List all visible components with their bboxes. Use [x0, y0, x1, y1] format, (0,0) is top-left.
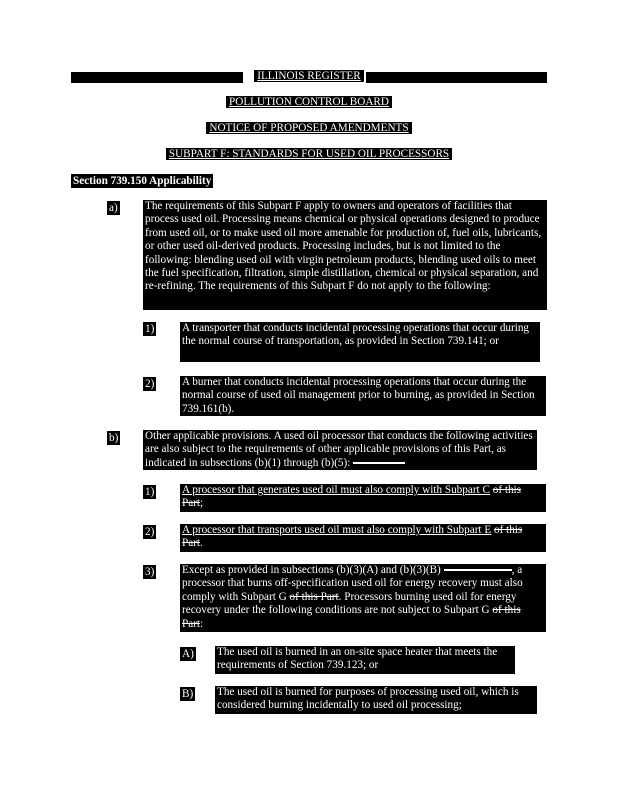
board-title: POLLUTION CONTROL BOARD — [0, 96, 618, 108]
notice-title: NOTICE OF PROPOSED AMENDMENTS — [0, 122, 618, 134]
subsection-b-text — [143, 430, 537, 470]
a2-text: A burner that conducts incidental processing operations that occur during the normal course of used oil management prior to burning, as provided in Section 739.161(b). — [180, 376, 546, 416]
b3a-text: The used oil is burned in an on-site space heater that meets the requirements of Section 739.123; or — [215, 646, 515, 674]
b1-body: A processor that generates used oil must also comply with Subpart C — [182, 484, 490, 496]
subsection-a-text: The requirements of this Subpart F apply to owners and operators of facilities that process used oil. Processing means chemical or physical operations designed to produce from used oil, or to make used oil more amenable for production of, fuel oils, lubricants, or other used oil-derived products. Processing includes, but is not limited to the following: blending used oil with virgin petroleum products, blending used oils to meet the fuel specification, filtration, simple distillation, chemical or physical separation, and re-refining. The requirements of this Subpart F do not apply to the following: — [143, 200, 547, 310]
redacted-mark — [353, 462, 405, 464]
b1-end: ; — [200, 497, 204, 510]
a2-label: 2) — [145, 378, 155, 390]
a1-label: 1) — [145, 323, 155, 335]
subsection-a-label: a) — [109, 202, 118, 214]
b3b-text: The used oil is burned for purposes of processing used oil, which is considered burning incidentally to used oil processing; — [215, 686, 537, 714]
a1-text: A transporter that conducts incidental processing operations that occur during the normal course of transportation, as provided in Section 739.141; or — [180, 322, 540, 362]
b3-label: 3) — [145, 566, 155, 578]
b2-text — [180, 524, 546, 552]
subsection-b-label: b) — [109, 432, 119, 444]
b3-struck-2: of this Part — [182, 604, 521, 630]
subsection-b-body: Other applicable provisions. A used oil processor that conducts the following activities are also subject to the requirements of other applicable provisions of this Part, as indicated in subsections (b)(1) through (b)(5): — [145, 430, 533, 469]
b2-body: A processor that transports used oil must also comply with Subpart E — [182, 524, 492, 536]
b3-pre: Except as provided in subsections (b)(3)(A) and (b)(3)(B) — [182, 564, 441, 576]
b3-text — [180, 564, 546, 632]
b1-struck: of this Part — [182, 484, 521, 510]
b1-text — [180, 484, 546, 512]
b2-label: 2) — [145, 526, 155, 538]
b1-label: 1) — [145, 486, 155, 498]
b3a-label: A) — [182, 648, 194, 660]
redacted-mark — [444, 569, 512, 571]
b2-struck: of this Part — [182, 524, 523, 550]
register-title: ILLINOIS REGISTER — [0, 70, 618, 82]
b2-end: . — [200, 537, 203, 550]
section-heading: Section 739.150 Applicability — [73, 175, 212, 187]
subpart-title: SUBPART F: STANDARDS FOR USED OIL PROCESSORS — [0, 148, 618, 160]
b3-post: . Processors burning used oil for energy recovery under the following conditions are not subject to Subpart G — [182, 590, 517, 617]
b3-mid: , a processor that burns off-specification used oil for energy recovery must also comply with Subpart G — [182, 564, 523, 603]
b3-end: : — [200, 617, 204, 630]
b3-struck: of this Part — [289, 590, 339, 603]
b3b-label: B) — [182, 688, 194, 700]
